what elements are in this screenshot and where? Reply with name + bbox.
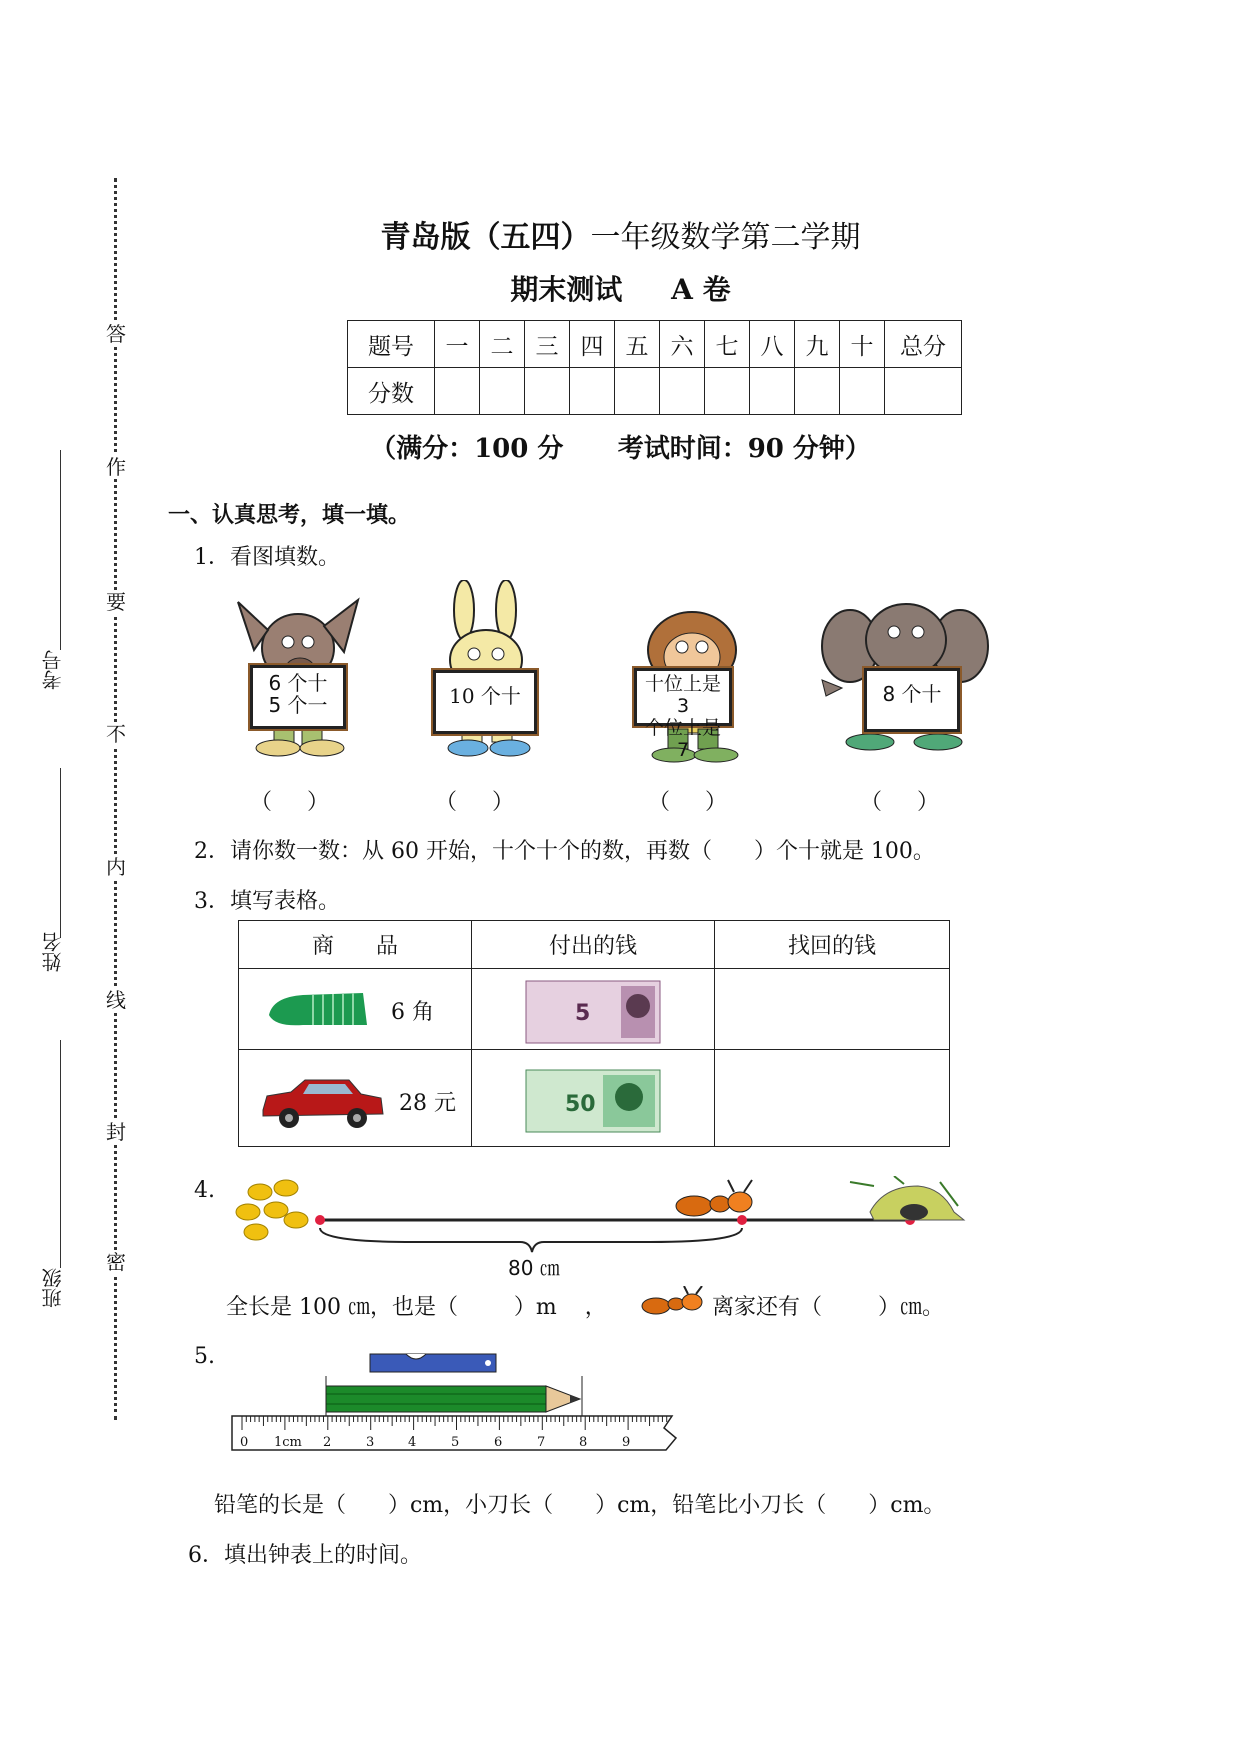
- margin-char: 要: [106, 590, 126, 614]
- score-cell[interactable]: [750, 368, 795, 415]
- score-header-cell: 九: [795, 321, 840, 368]
- paid-cell: [472, 969, 715, 1050]
- margin-char: 不: [106, 722, 126, 746]
- ruler-label: 8: [579, 1435, 588, 1450]
- score-header-cell: 六: [660, 321, 705, 368]
- fifty-yuan-note-icon: [525, 1069, 661, 1133]
- comb-icon: [263, 987, 373, 1031]
- class-label: 班级: [41, 1268, 65, 1308]
- binding-dotted-line: [114, 178, 117, 1420]
- score-header-cell: 四: [570, 321, 615, 368]
- exam-title-rest: 一年级数学第二学期: [590, 220, 861, 255]
- ruler-label: 3: [366, 1435, 375, 1450]
- score-cell[interactable]: [570, 368, 615, 415]
- score-header-cell: 一: [435, 321, 480, 368]
- measure-brace: [320, 1228, 742, 1252]
- measure-label: 80 ㎝: [508, 1256, 560, 1280]
- score-header-cell: 七: [705, 321, 750, 368]
- score-header-cell: 题号: [348, 321, 435, 368]
- margin-char: 线: [106, 988, 126, 1012]
- score-cell[interactable]: [660, 368, 705, 415]
- question-4-line-a: 全长是 100 ㎝，也是（ ）m ，: [226, 1295, 607, 1320]
- score-header-cell: 总分: [885, 321, 962, 368]
- sign-line: 6 个十: [268, 671, 328, 695]
- exam-title: [0, 212, 1241, 256]
- goods-price: 6 角: [391, 1000, 434, 1025]
- ruler-diagram: [230, 1350, 680, 1456]
- ant-icon: [676, 1180, 752, 1216]
- sign-line: 5 个一: [268, 693, 328, 717]
- exam-title-bold: 青岛版（五四）: [380, 220, 591, 255]
- score-cell[interactable]: [840, 368, 885, 415]
- elephant-sign: [864, 668, 960, 732]
- monkey-sign: [634, 668, 732, 761]
- ruler-label: 0: [240, 1435, 249, 1450]
- score-header-cell: 二: [480, 321, 525, 368]
- score-cell[interactable]: [885, 368, 962, 415]
- toy-car-icon: [257, 1074, 387, 1130]
- answer-paren-1[interactable]: （ ）: [250, 790, 329, 815]
- ruler-label: 9: [622, 1435, 631, 1450]
- coins-icon: [236, 1180, 308, 1240]
- ant-icon: [640, 1286, 706, 1320]
- margin-char: 作: [106, 455, 126, 479]
- ruler-label: 1cm: [274, 1435, 302, 1450]
- change-answer-cell[interactable]: [715, 969, 950, 1050]
- name-label: 姓名: [41, 932, 65, 972]
- score-cell[interactable]: [435, 368, 480, 415]
- score-cell[interactable]: [480, 368, 525, 415]
- start-dot: [315, 1215, 325, 1225]
- goods-price: 28 元: [399, 1091, 456, 1116]
- question-4-number: 4.: [194, 1178, 215, 1203]
- question-5-number: 5.: [194, 1344, 215, 1369]
- change-answer-cell[interactable]: [715, 1050, 950, 1147]
- ruler-label: 5: [451, 1435, 460, 1450]
- section-heading: 一、认真思考，填一填。: [168, 502, 411, 528]
- dog-sign: [250, 665, 346, 729]
- question-5-text: 铅笔的长是（ ）cm，小刀长（ ）cm，铅笔比小刀长（ ）cm。: [214, 1493, 946, 1518]
- ant-home-icon: [850, 1176, 964, 1220]
- ruler-label: 2: [323, 1435, 332, 1450]
- goods-header-cell: 找回的钱: [715, 921, 950, 969]
- sign-line: 十位上是 3: [644, 673, 721, 717]
- goods-table: [238, 920, 950, 1147]
- exam-subtitle: 期末测试 A 卷: [510, 273, 731, 306]
- sign-line: 个位上是 7: [644, 717, 721, 761]
- knife-icon: [370, 1354, 496, 1372]
- ruler-label: 6: [494, 1435, 503, 1450]
- ruler-label: 4: [408, 1435, 417, 1450]
- score-cell[interactable]: [525, 368, 570, 415]
- ruler-label: 7: [537, 1435, 546, 1450]
- exam-no-line[interactable]: [60, 450, 61, 650]
- margin-char: 内: [106, 855, 126, 879]
- goods-header-cell: 付出的钱: [472, 921, 715, 969]
- class-line[interactable]: [60, 1040, 61, 1268]
- answer-paren-3[interactable]: （ ）: [648, 790, 727, 815]
- note-value: 5: [575, 1001, 591, 1026]
- five-yuan-note-icon: [525, 980, 661, 1044]
- score-header-cell: 三: [525, 321, 570, 368]
- question-3: 3．填写表格。: [194, 889, 340, 914]
- goods-item-cell: [239, 1050, 472, 1147]
- score-header-cell: 八: [750, 321, 795, 368]
- goods-item-cell: [239, 969, 472, 1050]
- margin-char: 封: [106, 1120, 126, 1144]
- score-row-label: 分数: [348, 368, 435, 415]
- exam-no-label: 考号: [41, 650, 65, 690]
- score-info: （满分：100 分 考试时间：90 分钟）: [370, 434, 871, 464]
- score-cell[interactable]: [705, 368, 750, 415]
- name-line[interactable]: [60, 768, 61, 938]
- answer-paren-4[interactable]: （ ）: [860, 790, 939, 815]
- score-cell[interactable]: [795, 368, 840, 415]
- ant-dot: [737, 1215, 747, 1225]
- note-value: 50: [565, 1092, 596, 1117]
- score-table: [347, 320, 962, 415]
- pencil-icon: [326, 1386, 580, 1412]
- answer-paren-2[interactable]: （ ）: [435, 790, 514, 815]
- score-header-cell: 五: [615, 321, 660, 368]
- distance-diagram: [234, 1176, 994, 1286]
- margin-char: 答: [106, 322, 126, 346]
- sign-line: 10 个十: [449, 684, 521, 708]
- goods-header-cell: 商 品: [239, 921, 472, 969]
- question-6: 6．填出钟表上的时间。: [188, 1543, 422, 1568]
- question-1: 1．看图填数。: [194, 545, 340, 570]
- question-2: 2．请你数一数：从 60 开始，十个十个的数，再数（ ）个十就是 100。: [194, 839, 935, 864]
- paid-cell: [472, 1050, 715, 1147]
- rabbit-sign: [433, 670, 537, 734]
- question-4-line-b: 离家还有（ ）㎝。: [712, 1295, 944, 1320]
- score-header-cell: 十: [840, 321, 885, 368]
- margin-char: 密: [106, 1250, 126, 1274]
- sign-line: 8 个十: [882, 682, 942, 706]
- score-cell[interactable]: [615, 368, 660, 415]
